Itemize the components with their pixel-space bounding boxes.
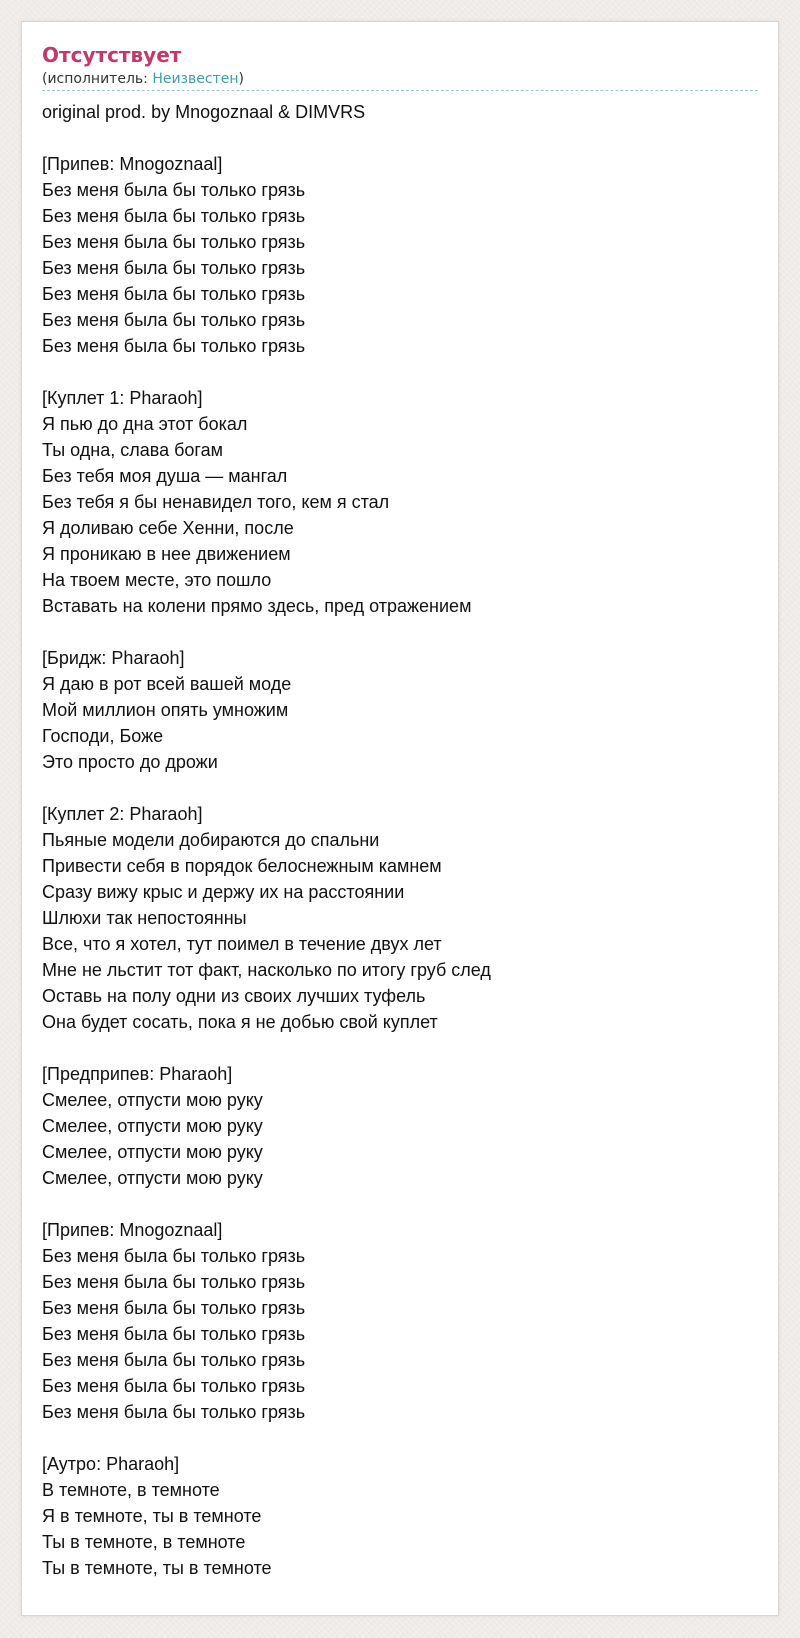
song-title: Отсутствует [42, 43, 182, 67]
lyrics-line: Без меня была бы только грязь [42, 206, 306, 226]
lyrics-line: [Предприпев: Pharaoh] [42, 1064, 233, 1084]
lyrics-line: original prod. by Mnogoznaal & DIMVRS [42, 102, 366, 122]
lyrics-blank-line [42, 1425, 758, 1451]
lyrics-line: Без меня была бы только грязь [42, 1376, 306, 1396]
lyrics-line: Без меня была бы только грязь [42, 336, 306, 356]
lyrics-line: Господи, Боже [42, 726, 164, 746]
lyrics-line: Ты одна, слава богам [42, 440, 223, 460]
lyrics-line: Все, что я хотел, тут поимел в течение двух лет [42, 934, 442, 954]
header-divider [42, 90, 758, 91]
lyrics-line: Без меня была бы только грязь [42, 232, 306, 252]
lyrics-line: Я доливаю себе Хенни, после [42, 518, 294, 538]
lyrics-line: Привести себя в порядок белоснежным камнем [42, 856, 442, 876]
lyrics-line: Без тебя я бы ненавидел того, кем я стал [42, 492, 390, 512]
lyrics-line: В темноте, в темноте [42, 1480, 220, 1500]
lyrics-line: Мне не льстит тот факт, насколько по итогу груб след [42, 960, 491, 980]
lyrics-line: [Припев: Mnogoznaal] [42, 1220, 223, 1240]
lyrics-text [42, 99, 758, 1581]
lyrics-line: Без тебя моя душа — мангал [42, 466, 288, 486]
lyrics-line: Смелее, отпусти мою руку [42, 1116, 263, 1136]
artist-line [42, 70, 758, 88]
artist-link[interactable]: Неизвестен [152, 71, 239, 87]
lyrics-line: Она будет сосать, пока я не добью свой куплет [42, 1012, 438, 1032]
lyrics-blank-line [42, 1035, 758, 1061]
lyrics-line: Без меня была бы только грязь [42, 1246, 306, 1266]
lyrics-blank-line [42, 1191, 758, 1217]
lyrics-line: Без меня была бы только грязь [42, 1298, 306, 1318]
lyrics-line: Вставать на колени прямо здесь, пред отражением [42, 596, 472, 616]
lyrics-content [42, 42, 758, 1581]
lyrics-line: Пьяные модели добираются до спальни [42, 830, 380, 850]
lyrics-line: Без меня была бы только грязь [42, 258, 306, 278]
lyrics-line: [Куплет 2: Pharaoh] [42, 804, 203, 824]
lyrics-line: Это просто до дрожи [42, 752, 218, 772]
lyrics-line: Смелее, отпусти мою руку [42, 1090, 263, 1110]
lyrics-line: Мой миллион опять умножим [42, 700, 289, 720]
lyrics-line: Я пью до дна этот бокал [42, 414, 248, 434]
lyrics-line: Ты в темноте, в темноте [42, 1532, 246, 1552]
lyrics-card [21, 21, 779, 1616]
lyrics-line: Шлюхи так непостоянны [42, 908, 247, 928]
artist-suffix: ) [238, 71, 244, 87]
lyrics-line: На твоем месте, это пошло [42, 570, 272, 590]
lyrics-line: Сразу вижу крыс и держу их на расстоянии [42, 882, 405, 902]
artist-prefix: (исполнитель: [42, 71, 153, 87]
lyrics-line: Смелее, отпусти мою руку [42, 1142, 263, 1162]
lyrics-blank-line [42, 359, 758, 385]
lyrics-line: Без меня была бы только грязь [42, 284, 306, 304]
lyrics-line: Я проникаю в нее движением [42, 544, 291, 564]
lyrics-blank-line [42, 775, 758, 801]
lyrics-line: [Бридж: Pharaoh] [42, 648, 185, 668]
lyrics-line: [Куплет 1: Pharaoh] [42, 388, 203, 408]
lyrics-line: Смелее, отпусти мою руку [42, 1168, 263, 1188]
lyrics-line: [Припев: Mnogoznaal] [42, 154, 223, 174]
lyrics-line: Я даю в рот всей вашей моде [42, 674, 292, 694]
lyrics-line: Ты в темноте, ты в темноте [42, 1558, 272, 1578]
lyrics-blank-line [42, 125, 758, 151]
lyrics-line: Без меня была бы только грязь [42, 1402, 306, 1422]
lyrics-blank-line [42, 619, 758, 645]
lyrics-line: Оставь на полу одни из своих лучших туфель [42, 986, 426, 1006]
lyrics-line: Без меня была бы только грязь [42, 310, 306, 330]
lyrics-line: Без меня была бы только грязь [42, 1350, 306, 1370]
lyrics-line: Я в темноте, ты в темноте [42, 1506, 262, 1526]
lyrics-line: Без меня была бы только грязь [42, 1272, 306, 1292]
lyrics-line: Без меня была бы только грязь [42, 180, 306, 200]
lyrics-line: Без меня была бы только грязь [42, 1324, 306, 1344]
lyrics-line: [Аутро: Pharaoh] [42, 1454, 180, 1474]
